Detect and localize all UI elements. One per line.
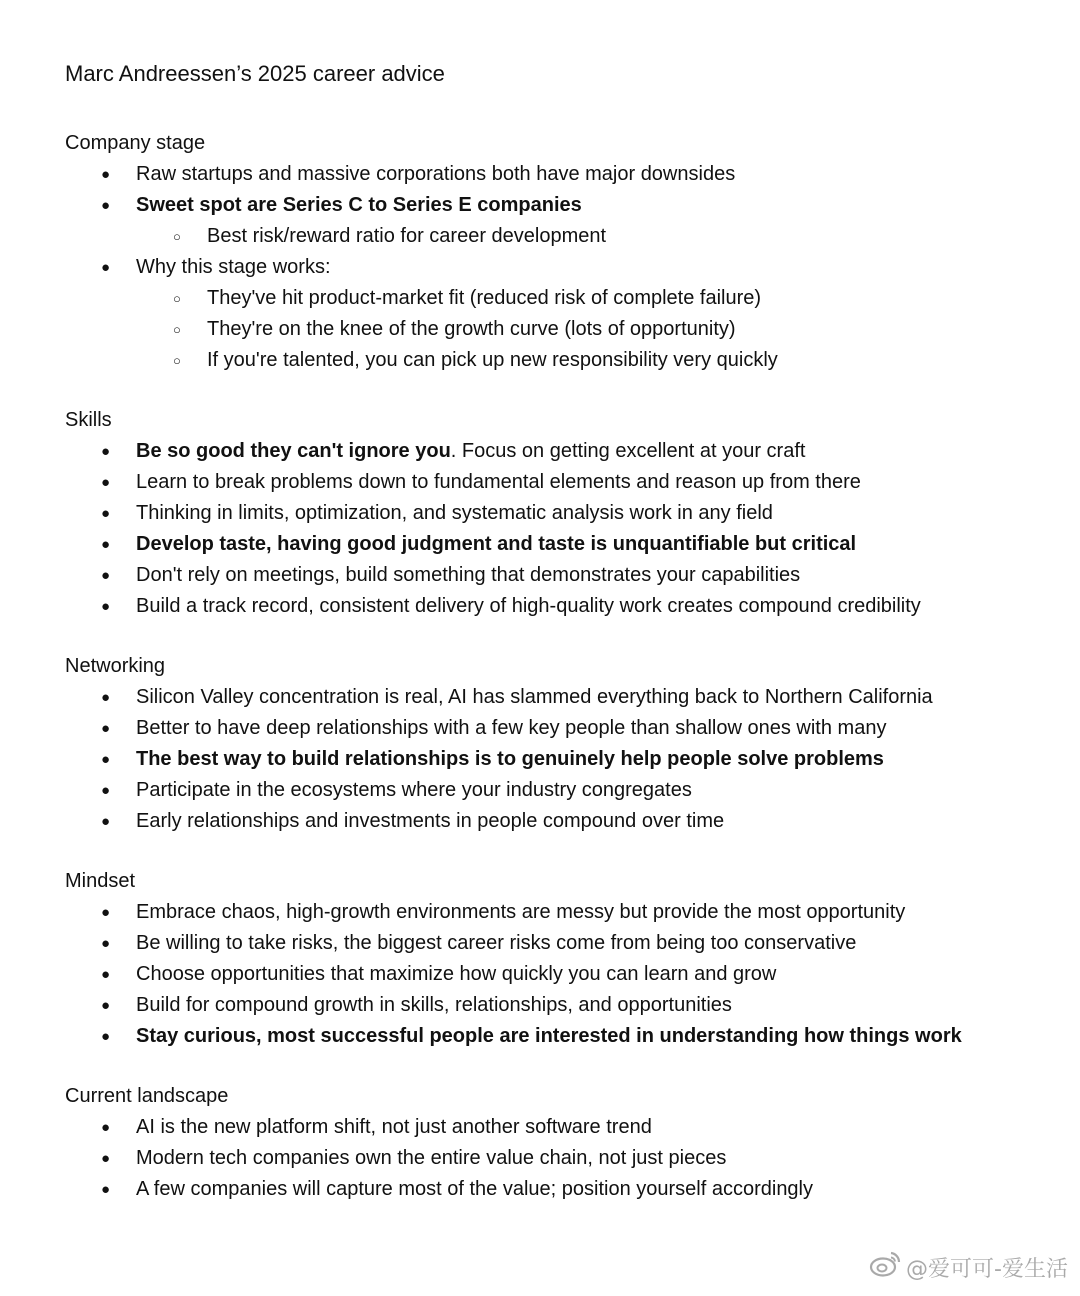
watermark: [868, 1250, 1068, 1284]
list-item: ● Modern tech companies own the entire value chain, not just pieces: [65, 1143, 1055, 1174]
bullet-list: [65, 159, 1055, 376]
list-item: ● Why this stage works:: [65, 252, 1055, 283]
section-heading: Skills: [65, 409, 112, 431]
section-networking: [65, 651, 1055, 837]
list-item: ● Be so good they can't ignore you. Focus on getting excellent at your craft: [65, 436, 1055, 467]
section-heading: Company stage: [65, 132, 206, 154]
bullet-list: [65, 1112, 1055, 1205]
list-item: ● Embrace chaos, high-growth environments are messy but provide the most opportunity: [65, 897, 1055, 928]
sub-list-item: ○ They've hit product-market fit (reduced risk of complete failure): [65, 283, 1055, 314]
section-heading: Current landscape: [65, 1085, 229, 1107]
list-item: ● Choose opportunities that maximize how quickly you can learn and grow: [65, 959, 1055, 990]
section-heading: Mindset: [65, 870, 136, 892]
list-item: ● Early relationships and investments in people compound over time: [65, 806, 1055, 837]
list-item: ● Learn to break problems down to fundamental elements and reason up from there: [65, 467, 1055, 498]
list-item: ● Build a track record, consistent delivery of high-quality work creates compound credibility: [65, 591, 1055, 622]
bullet-list: [65, 682, 1055, 837]
section-mindset: [65, 866, 1055, 1052]
weibo-logo-icon: [868, 1250, 902, 1284]
sub-list-item: ○ If you're talented, you can pick up new responsibility very quickly: [65, 345, 1055, 376]
list-item: ● Sweet spot are Series C to Series E companies: [65, 190, 1055, 221]
list-item: ● Develop taste, having good judgment and taste is unquantifiable but critical: [65, 529, 1055, 560]
bullet-list: [65, 897, 1055, 1052]
list-item: ● Participate in the ecosystems where your industry congregates: [65, 775, 1055, 806]
sub-list-item: ○ Best risk/reward ratio for career development: [65, 221, 1055, 252]
list-item: ● Thinking in limits, optimization, and systematic analysis work in any field: [65, 498, 1055, 529]
watermark-text: @爱可可-爱生活: [906, 1256, 1068, 1282]
list-item: ● Stay curious, most successful people are interested in understanding how things work: [65, 1021, 1055, 1052]
list-item: ● The best way to build relationships is to genuinely help people solve problems: [65, 744, 1055, 775]
sub-list-item: ○ They're on the knee of the growth curve (lots of opportunity): [65, 314, 1055, 345]
list-item: ● Build for compound growth in skills, relationships, and opportunities: [65, 990, 1055, 1021]
list-item: ● Don't rely on meetings, build something that demonstrates your capabilities: [65, 560, 1055, 591]
bullet-list: [65, 436, 1055, 622]
list-item: ● A few companies will capture most of the value; position yourself accordingly: [65, 1174, 1055, 1205]
document: [65, 58, 1055, 1234]
section-skills: [65, 405, 1055, 622]
list-item: ● Raw startups and massive corporations both have major downsides: [65, 159, 1055, 190]
list-item: ● Be willing to take risks, the biggest career risks come from being too conservative: [65, 928, 1055, 959]
list-item: ● AI is the new platform shift, not just another software trend: [65, 1112, 1055, 1143]
section-company-stage: [65, 128, 1055, 376]
section-current-landscape: [65, 1081, 1055, 1205]
list-item: ● Silicon Valley concentration is real, AI has slammed everything back to Northern California: [65, 682, 1055, 713]
document-title: Marc Andreessen’s 2025 career advice: [65, 61, 445, 86]
list-item: ● Better to have deep relationships with a few key people than shallow ones with many: [65, 713, 1055, 744]
section-heading: Networking: [65, 655, 166, 677]
